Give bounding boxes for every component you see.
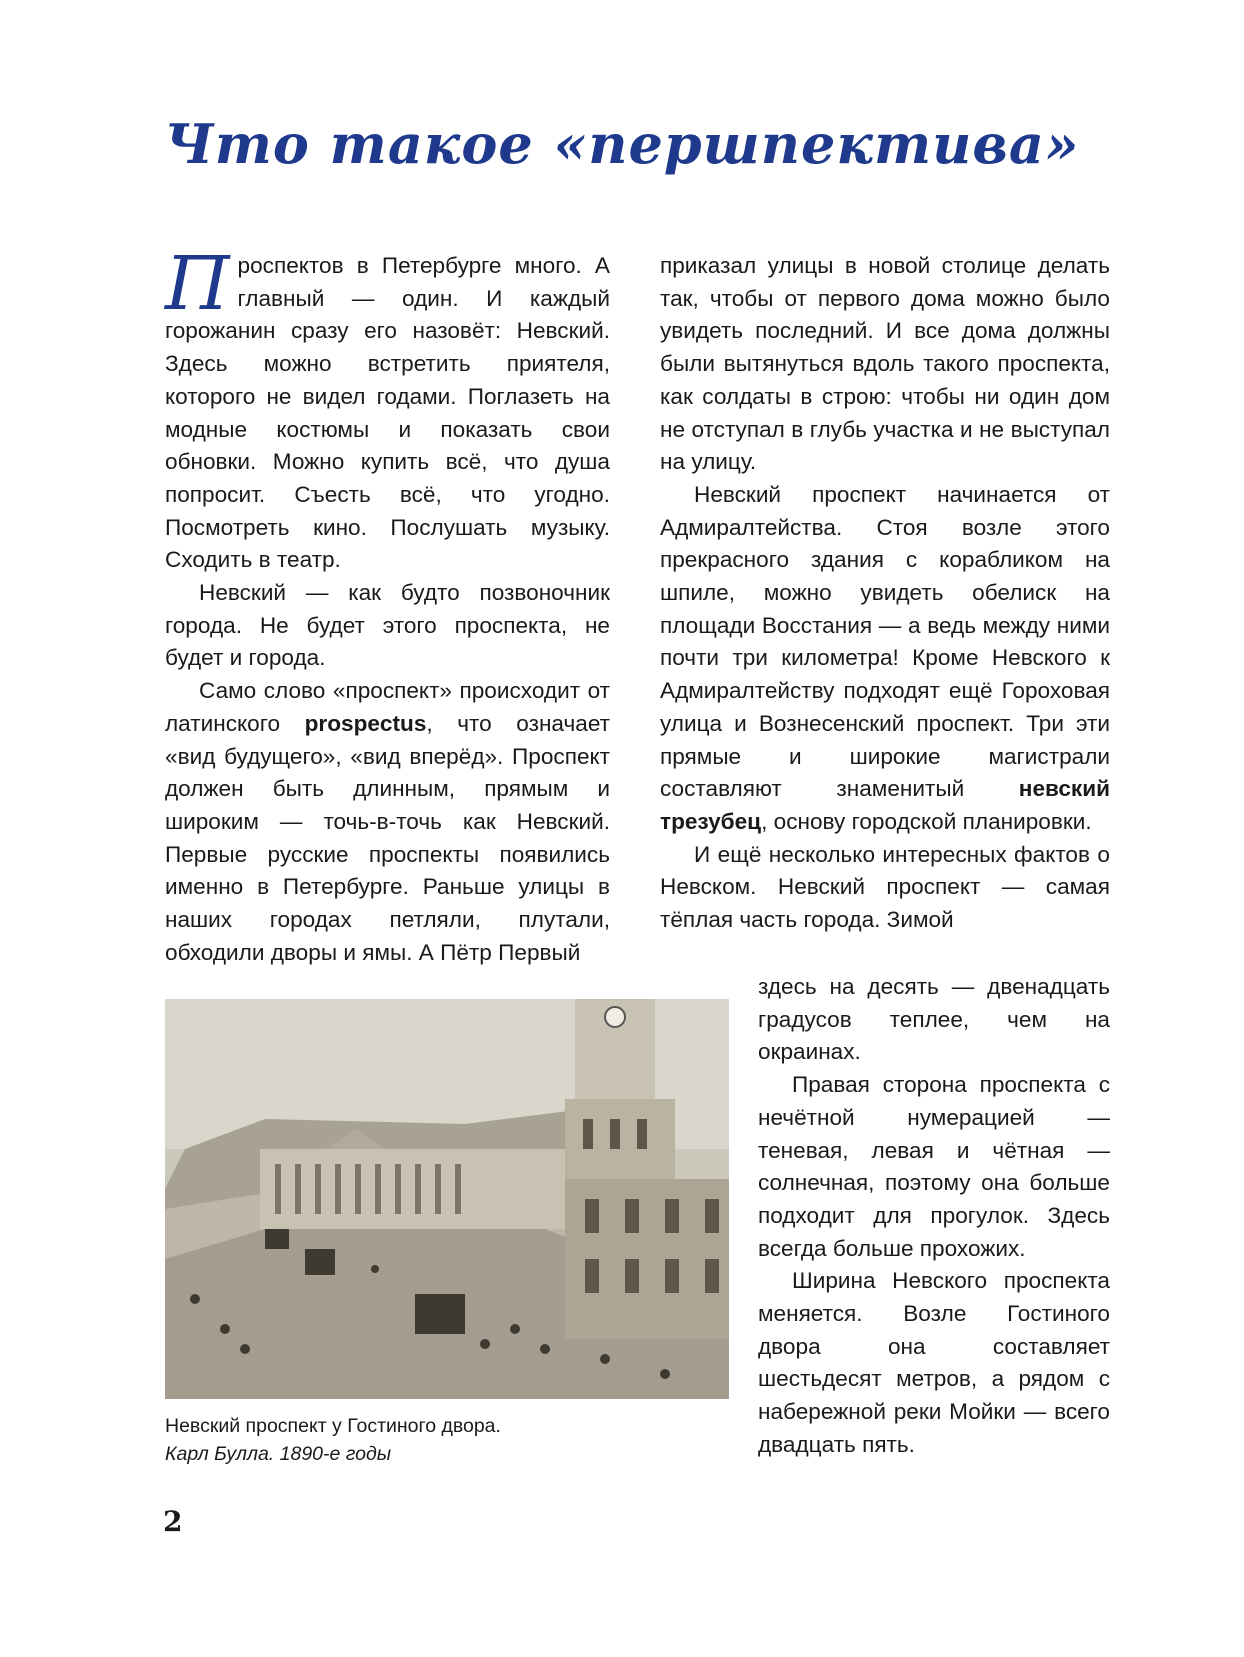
paragraph-text: роспектов в Петербурге много. А главный — один. И каждый горожанин сразу его назовёт: Невский. Здесь можно встретить приятеля, которого не видел годами. Поглазеть на модные костюмы и показать свои обновки. Можно купить всё, что душа попросит. Съесть всё, что угодно. Посмотреть кино. Послушать музыку. Сходить в театр. bbox=[165, 253, 610, 573]
paragraph-text: , основу городской планировки. bbox=[761, 808, 1092, 834]
bold-term: невский трезубец bbox=[660, 776, 1110, 834]
photo-caption bbox=[165, 1412, 725, 1468]
paragraph-text: Само слово «проспект» происходит от латинского bbox=[165, 678, 610, 736]
street-scene-image bbox=[165, 999, 729, 1399]
paragraph: здесь на десять — двенадцать градусов теплее, чем на окраинах. bbox=[758, 974, 1110, 1065]
right-column bbox=[660, 250, 1110, 937]
right-column-narrow bbox=[758, 971, 1110, 1462]
historic-photo bbox=[165, 999, 729, 1399]
paragraph: Невский — как будто позвоночник города. Не будет этого проспекта, не будет и города. bbox=[165, 580, 610, 671]
caption-title: Невский проспект у Гостиного двора. bbox=[165, 1415, 501, 1437]
paragraph-text: , что означает «вид будущего», «вид вперёд». Проспект должен быть длинным, прямым и широким — точь-в-точь как Невский. Первые русские проспекты появились именно в Петербурге. Раньше улицы в наших городах петляли, плутали, обходили дворы и ямы. А Пётр Первый bbox=[165, 710, 611, 965]
caption-credit: Карл Булла. 1890-е годы bbox=[165, 1443, 392, 1465]
drop-cap: П bbox=[165, 241, 230, 327]
paragraph-text: Невский проспект начинается от Адмиралтейства. Стоя возле этого прекрасного здания с корабликом на шпиле, можно увидеть обелиск на площади Восстания — а ведь между ними почти три километра! Кроме Невского к Адмиралтейству подходят ещё Гороховая улица и Вознесенский проспект. Три эти прямые и широкие магистрали составляют знаменитый bbox=[660, 481, 1110, 802]
paragraph: Правая сторона проспекта с нечётной нумерацией — теневая, левая и чётная — солнечная, поэтому она больше подходит для прогулок. Здесь всегда больше прохожих. bbox=[758, 1072, 1110, 1261]
paragraph bbox=[165, 675, 610, 969]
paragraph bbox=[165, 241, 610, 577]
paragraph: Ширина Невского проспекта меняется. Возле Гостиного двора она составляет шестьдесят метров, а рядом с набережной реки Мойки — всего двадцать пять. bbox=[758, 1268, 1110, 1457]
left-column bbox=[165, 241, 611, 969]
paragraph bbox=[660, 479, 1110, 839]
page-number: 2 bbox=[163, 1505, 183, 1538]
paragraph: И ещё несколько интересных фактов о Невском. Невский проспект — самая тёплая часть города. Зимой bbox=[660, 841, 1110, 933]
bold-term: prospectus bbox=[304, 710, 427, 736]
page-title: Что такое «першпектива» bbox=[164, 112, 1080, 176]
paragraph: приказал улицы в новой столице делать так, чтобы от первого дома можно было увидеть последний. И все дома должны были вытянуться вдоль такого проспекта, как солдаты в строю: чтобы ни один дом не отступал в глубь участка и не выступал на улицу. bbox=[660, 253, 1110, 475]
